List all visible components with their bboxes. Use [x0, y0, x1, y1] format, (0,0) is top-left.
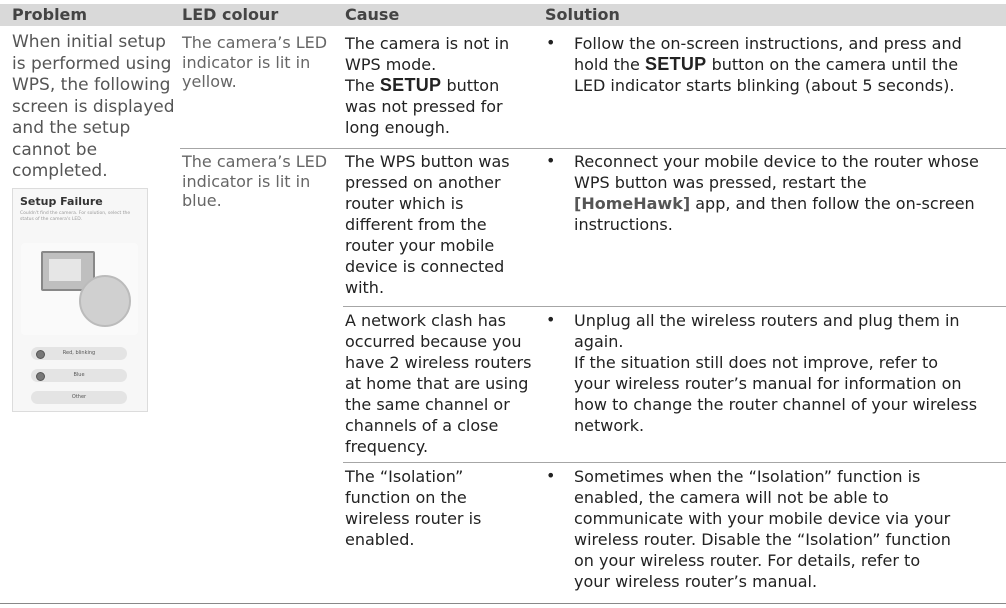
solution-row-4: Sometimes when the “Isolation” function is enabled, the camera will not be able to communicate with your mobile device via your wireless router. Disable the “Isolation” function on your wireless router. For details, refer to your wireless router’s manual. [574, 467, 951, 591]
led-blue-text: The camera’s LED indicator is lit in blue. [182, 152, 328, 210]
magnifier-icon [79, 275, 131, 327]
screenshot-title: Setup Failure [20, 195, 103, 208]
header-problem: Problem [12, 5, 88, 24]
row-divider [343, 306, 1006, 307]
option-other: Other [31, 391, 127, 404]
led-dot-icon [36, 372, 45, 381]
bullet: • [546, 33, 556, 52]
solution-row-1: Follow the on-screen instructions, and press and hold the SETUP button on the camera until the LED indicator starts blinking (about 5 seconds). [574, 34, 962, 95]
screenshot-subtitle: Couldn't find the camera. For solution, select the status of the camera's LED. [20, 211, 131, 222]
solution-row-3: Unplug all the wireless routers and plug them in again. If the situation still does not improve, refer to your wireless router’s manual for information on how to change the router channel of your wireless network. [574, 311, 978, 435]
bullet: • [546, 310, 556, 329]
cause-row-4: The “Isolation” function on the wireless router is enabled. [345, 467, 482, 549]
header-led-colour: LED colour [182, 5, 279, 24]
header-cause: Cause [345, 5, 400, 24]
row-divider [343, 462, 1006, 463]
cause-row-2: The WPS button was pressed on another router which is different from the router your mobile device is connected with. [345, 152, 510, 297]
camera-illustration [21, 243, 138, 335]
bullet: • [546, 151, 556, 170]
setup-failure-screenshot [12, 188, 148, 412]
table-bottom-rule [0, 603, 1006, 604]
solution-row-2: Reconnect your mobile device to the router whose WPS button was pressed, restart the [HomeHawk] app, and then follow the on-screen instructions. [574, 152, 979, 234]
led-yellow-text: The camera’s LED indicator is lit in yellow. [182, 33, 328, 91]
problem-text: When initial setup is performed using WPS, the following screen is displayed and the setup cannot be completed. [12, 32, 175, 181]
header-solution: Solution [545, 5, 620, 24]
cause-row-1: The camera is not in WPS mode. The SETUP button was not pressed for long enough. [345, 34, 510, 137]
option-red-blinking: Red, blinking [31, 347, 127, 360]
cause-row-3: A network clash has occurred because you have 2 wireless routers at home that are using the same channel or channels of a close frequency. [345, 311, 532, 456]
row-divider [180, 148, 1006, 149]
option-blue: Blue [31, 369, 127, 382]
led-dot-icon [36, 350, 45, 359]
table-header [0, 4, 1006, 26]
bullet: • [546, 466, 556, 485]
